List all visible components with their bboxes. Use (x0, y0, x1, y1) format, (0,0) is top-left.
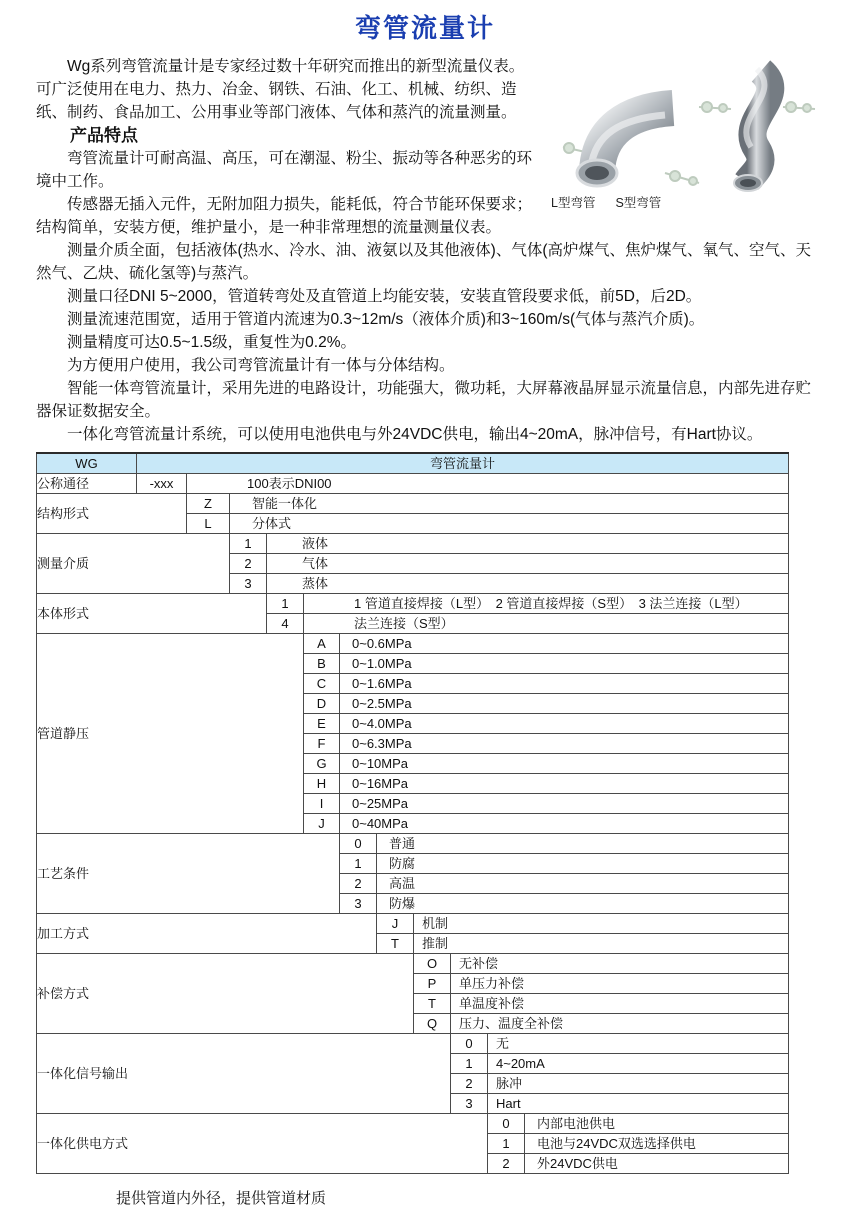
l-elbow-label: L型弯管 (551, 196, 596, 210)
table-row (37, 534, 789, 554)
option-code-cell: 0 (488, 1114, 525, 1134)
option-code-cell: E (304, 714, 340, 734)
option-code-cell: 1 (230, 534, 267, 554)
option-code-cell: Q (414, 1014, 451, 1034)
option-code-cell: C (304, 674, 340, 694)
option-desc-cell: 0~0.6MPa (340, 634, 789, 654)
option-desc-cell: 电池与24VDC双选选择供电 (525, 1134, 789, 1154)
option-desc-cell: 无补偿 (451, 954, 789, 974)
feature-paragraph: 智能一体弯管流量计，采用先进的电路设计，功能强大，微功耗，大屏幕液晶屏显示流量信息，内部先进存贮器保证数据安全。 (36, 380, 812, 420)
option-code-cell: 0 (340, 834, 377, 854)
option-code-cell: T (377, 934, 414, 954)
option-code-cell: 1 (451, 1054, 488, 1074)
option-desc-cell: 0~1.0MPa (340, 654, 789, 674)
option-code-cell: I (304, 794, 340, 814)
option-desc-cell: 0~6.3MPa (340, 734, 789, 754)
feature-paragraph: 测量口径DNI 5~2000，管道转弯处及直管道上均能安装，安装直管段要求低，前5D，后2D。 (67, 288, 702, 305)
option-code-cell: O (414, 954, 451, 974)
option-desc-cell: 机制 (414, 914, 789, 934)
option-desc-cell: 法兰连接（S型） (304, 614, 789, 634)
option-desc-cell: 0~25MPa (340, 794, 789, 814)
option-code-cell: G (304, 754, 340, 774)
elbow-pipes-image (547, 55, 822, 195)
option-code-cell: D (304, 694, 340, 714)
option-code-cell: 4 (267, 614, 304, 634)
table-row (37, 1034, 789, 1054)
option-code-cell: 2 (451, 1074, 488, 1094)
option-code-cell: P (414, 974, 451, 994)
document-body (36, 55, 822, 1210)
option-desc-cell: Hart (488, 1094, 789, 1114)
s-elbow-shape (734, 69, 770, 191)
feature-paragraph: 一体化弯管流量计系统，可以使用电池供电与外24VDC供电，输出4~20mA，脉冲信号，有Hart协议。 (67, 426, 763, 443)
option-desc-cell: 防爆 (377, 894, 789, 914)
option-code-cell: 3 (451, 1094, 488, 1114)
series-code-cell: WG (37, 453, 137, 474)
page-title: 弯管流量计 (354, 13, 495, 43)
feature-paragraph: 为方便用户使用，我公司弯管流量计有一体与分体结构。 (67, 357, 455, 374)
intro-paragraph: Wg系列弯管流量计是专家经过数十年研究而推出的新型流量仪表。可广泛使用在电力、热力、冶金、钢铁、石油、化工、机械、纺织、造纸、制药、食品加工、公用事业等部门液体、气体和蒸汽的流量测量。 (36, 58, 525, 121)
option-code-cell: H (304, 774, 340, 794)
option-code-cell: 2 (230, 554, 267, 574)
section-label-cell: 公称通径 (37, 474, 137, 494)
table-row (37, 914, 789, 934)
s-elbow-label: S型弯管 (615, 196, 662, 210)
option-code-cell: 3 (340, 894, 377, 914)
option-code-cell: -xxx (137, 474, 187, 494)
option-desc-cell: 100表示DNI00 (187, 474, 789, 494)
product-name-cell: 弯管流量计 (137, 453, 789, 474)
option-code-cell: 1 (488, 1134, 525, 1154)
option-desc-cell: 推制 (414, 934, 789, 954)
table-row (37, 1114, 789, 1134)
option-desc-cell: 内部电池供电 (525, 1114, 789, 1134)
table-row (37, 834, 789, 854)
product-figure (547, 55, 822, 215)
option-desc-cell: 压力、温度全补偿 (451, 1014, 789, 1034)
section-label-cell: 一体化信号输出 (37, 1034, 451, 1114)
option-desc-cell: 0~40MPa (340, 814, 789, 834)
option-code-cell: T (414, 994, 451, 1014)
features-heading: 产品特点 (70, 126, 138, 145)
option-desc-cell: 液体 (267, 534, 789, 554)
option-desc-cell: 无 (488, 1034, 789, 1054)
table-row (37, 634, 789, 654)
option-code-cell: B (304, 654, 340, 674)
option-desc-cell: 气体 (267, 554, 789, 574)
option-desc-cell: 智能一体化 (230, 494, 789, 514)
feature-paragraph: 传感器无插入元件，无附加阻力损失，能耗低，符合节能环保要求；结构简单，安装方便，维护量小，是一种非常理想的流量测量仪表。 (36, 196, 533, 236)
option-code-cell: J (304, 814, 340, 834)
option-desc-cell: 0~10MPa (340, 754, 789, 774)
option-desc-cell: 单温度补偿 (451, 994, 789, 1014)
section-label-cell: 结构形式 (37, 494, 187, 534)
option-code-cell: 2 (340, 874, 377, 894)
option-code-cell: 2 (488, 1154, 525, 1174)
option-code-cell: 0 (451, 1034, 488, 1054)
model-selection-table (36, 452, 789, 1174)
feature-paragraph: 弯管流量计可耐高温、高压，可在潮湿、粉尘、振动等各种恶劣的环境中工作。 (36, 150, 533, 190)
option-desc-cell: 0~4.0MPa (340, 714, 789, 734)
l-elbow-shape (577, 108, 673, 186)
option-code-cell: J (377, 914, 414, 934)
option-desc-cell: 普通 (377, 834, 789, 854)
option-desc-cell: 外24VDC供电 (525, 1154, 789, 1174)
section-label-cell: 本体形式 (37, 594, 267, 634)
option-desc-cell: 分体式 (230, 514, 789, 534)
table-row (37, 954, 789, 974)
feature-paragraph: 测量介质全面，包括液体(热水、冷水、油、液氨以及其他液体)、气体(高炉煤气、焦炉煤气、氧气、空气、天然气、乙炔、硫化氢等)与蒸汽。 (36, 242, 811, 282)
option-code-cell: 1 (340, 854, 377, 874)
figure-caption (547, 195, 822, 211)
feature-paragraph: 测量流速范围宽，适用于管道内流速为0.3~12m/s（液体介质)和3~160m/s(气体与蒸汽介质)。 (67, 311, 705, 328)
section-label-cell: 补偿方式 (37, 954, 414, 1034)
option-desc-cell: 0~2.5MPa (340, 694, 789, 714)
table-row (37, 474, 789, 494)
option-desc-cell: 脉冲 (488, 1074, 789, 1094)
option-desc-cell: 蒸体 (267, 574, 789, 594)
option-code-cell: F (304, 734, 340, 754)
table-header-row (37, 453, 789, 474)
table-row (37, 494, 789, 514)
section-label-cell: 工艺条件 (37, 834, 340, 914)
feature-paragraph: 测量精度可达0.5~1.5级，重复性为0.2%。 (67, 334, 356, 351)
table-row (37, 594, 789, 614)
option-code-cell: A (304, 634, 340, 654)
option-desc-cell: 单压力补偿 (451, 974, 789, 994)
option-code-cell: 3 (230, 574, 267, 594)
option-code-cell: 1 (267, 594, 304, 614)
option-code-cell: Z (187, 494, 230, 514)
section-label-cell: 一体化供电方式 (37, 1114, 488, 1174)
footer-note: 提供管道内外径，提供管道材质 (116, 1190, 327, 1207)
section-label-cell: 管道静压 (37, 634, 304, 834)
option-desc-cell: 0~1.6MPa (340, 674, 789, 694)
section-label-cell: 加工方式 (37, 914, 377, 954)
option-desc-cell: 1 管道直接焊接（L型） 2 管道直接焊接（S型） 3 法兰连接（L型） (304, 594, 789, 614)
section-label-cell: 测量介质 (37, 534, 230, 594)
option-desc-cell: 4~20mA (488, 1054, 789, 1074)
option-desc-cell: 防腐 (377, 854, 789, 874)
option-desc-cell: 高温 (377, 874, 789, 894)
option-code-cell: L (187, 514, 230, 534)
option-desc-cell: 0~16MPa (340, 774, 789, 794)
